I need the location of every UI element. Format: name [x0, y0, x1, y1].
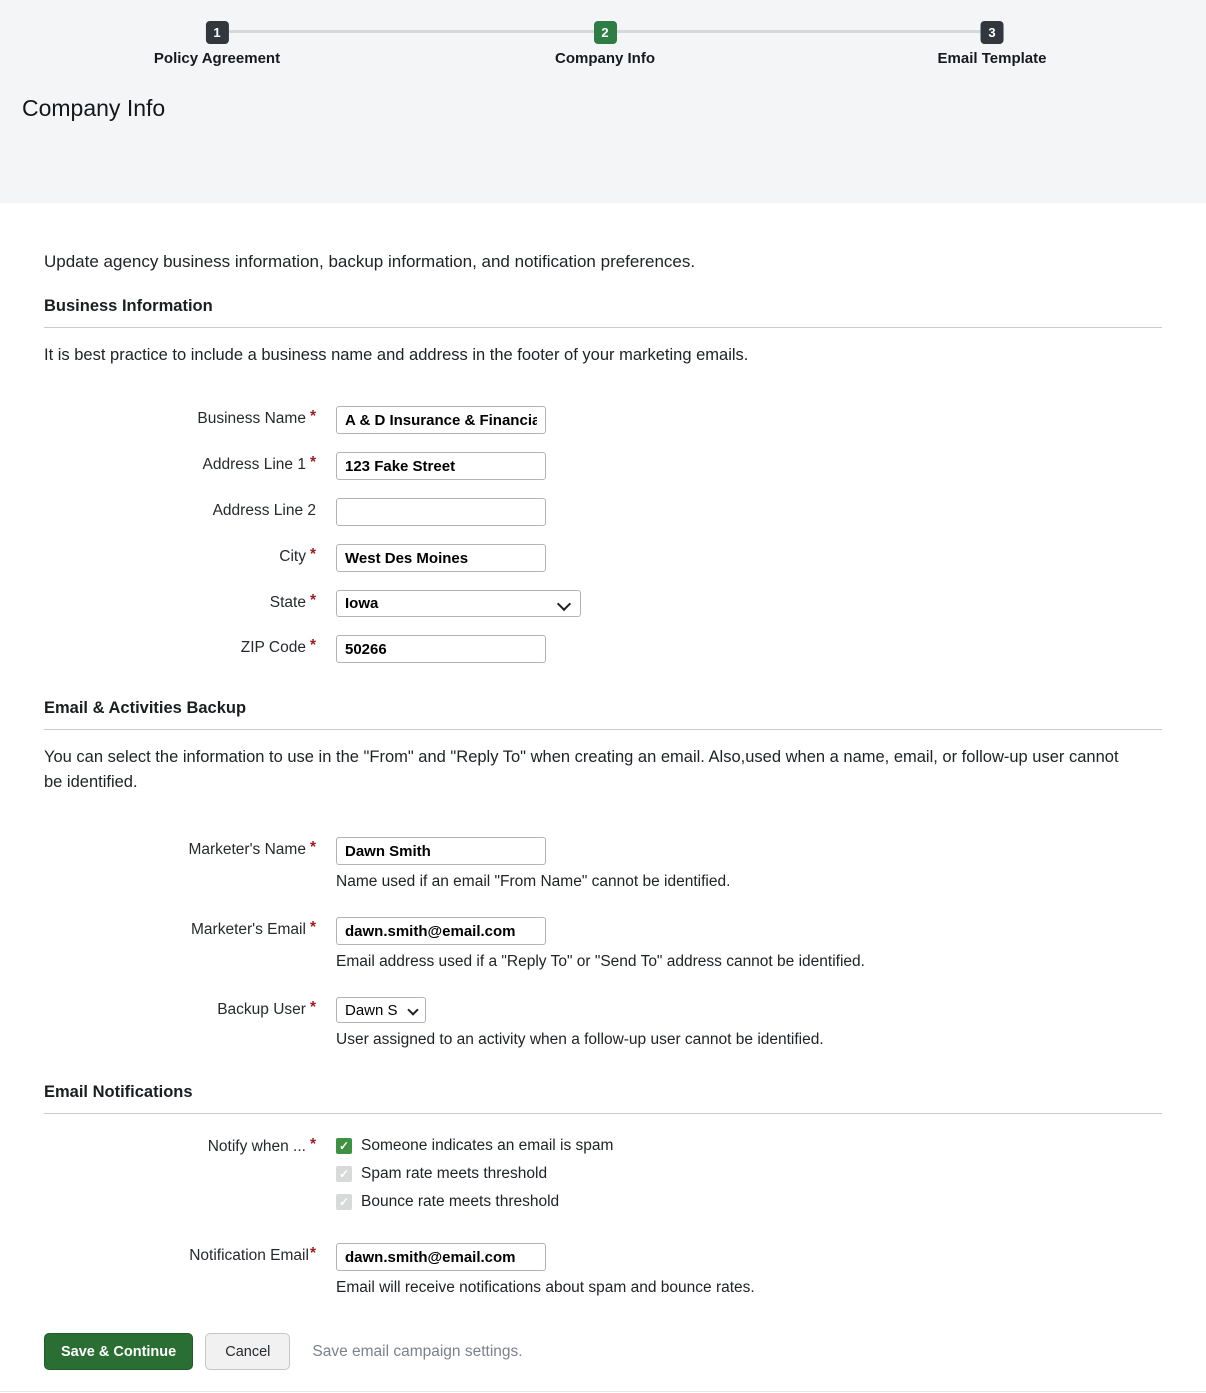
step-3-badge: 3	[981, 21, 1004, 44]
email-activities-backup-heading: Email & Activities Backup	[44, 699, 247, 717]
notify-when-label: Notify when ... *	[207, 1136, 316, 1155]
form-content	[0, 203, 1206, 1297]
step-1-badge: 1	[206, 21, 229, 44]
address-line-2-label: Address Line 2	[212, 502, 316, 519]
required-asterisk: *	[309, 454, 316, 471]
step-1-label: Policy Agreement	[153, 50, 281, 67]
zip-code-input[interactable]	[336, 635, 546, 663]
required-asterisk: *	[309, 637, 316, 654]
backup-user-row	[44, 997, 1162, 1049]
stepper-step-email-template[interactable]	[938, 21, 1047, 67]
marketers-name-row	[44, 837, 1162, 891]
marketers-email-input[interactable]	[336, 917, 546, 945]
backup-user-help: User assigned to an activity when a follow-up user cannot be identified.	[336, 1031, 824, 1048]
email-notifications-heading: Email Notifications	[44, 1083, 193, 1101]
business-information-form	[44, 406, 1162, 663]
zip-code-row	[44, 635, 1162, 663]
required-asterisk: *	[309, 592, 316, 609]
notification-email-help: Email will receive notifications about spam and bounce rates.	[336, 1279, 755, 1296]
form-footer	[0, 1333, 1206, 1370]
backup-user-select-wrapper	[336, 997, 426, 1023]
state-select[interactable]	[336, 590, 581, 617]
address-line-1-label: Address Line 1 *	[202, 454, 316, 473]
marketers-name-input[interactable]	[336, 837, 546, 865]
notify-when-row	[44, 1134, 1162, 1221]
marketers-name-label: Marketer's Name *	[188, 839, 316, 858]
section-divider	[44, 327, 1162, 328]
notification-email-label: Notification Email*	[189, 1245, 316, 1264]
state-select-wrapper	[336, 590, 581, 617]
step-3-label: Email Template	[937, 50, 1047, 67]
backup-form	[44, 837, 1162, 1049]
marketers-email-row	[44, 917, 1162, 971]
required-asterisk: *	[309, 546, 316, 563]
business-information-description: It is best practice to include a business name and address in the footer of your marketing emails.	[44, 346, 749, 364]
section-divider	[44, 729, 1162, 730]
city-row	[44, 544, 1162, 572]
stepper-step-policy-agreement[interactable]	[154, 21, 280, 67]
checkbox-checked-icon[interactable]: ✓	[336, 1138, 352, 1154]
business-name-row	[44, 406, 1162, 434]
state-row	[44, 590, 1162, 617]
notify-option-spam-rate-threshold: ✓ Spam rate meets threshold	[336, 1165, 613, 1183]
backup-user-label: Backup User *	[217, 999, 316, 1018]
city-input[interactable]	[336, 544, 546, 572]
marketers-email-help: Email address used if a "Reply To" or "Send To" address cannot be identified.	[336, 953, 865, 970]
marketers-name-help: Name used if an email "From Name" cannot be identified.	[336, 873, 731, 890]
address-line-2-input[interactable]	[336, 498, 546, 526]
email-activities-backup-description: You can select the information to use in the "From" and "Reply To" when creating an email. Also,used when a name, email, or follow-up user cannot be identified.	[44, 748, 1119, 791]
stepper-step-company-info[interactable]	[555, 21, 655, 67]
required-asterisk: *	[309, 408, 316, 425]
notify-option-bounce-rate-threshold: ✓ Bounce rate meets threshold	[336, 1193, 613, 1211]
page-title: Company Info	[22, 95, 166, 121]
business-name-input[interactable]	[336, 406, 546, 434]
business-information-heading: Business Information	[44, 297, 213, 315]
backup-user-select[interactable]	[336, 997, 426, 1023]
bottom-divider	[0, 1391, 1206, 1392]
required-asterisk: *	[309, 839, 316, 856]
checkbox-disabled-checked-icon: ✓	[336, 1166, 352, 1182]
save-and-continue-button[interactable]: Save & Continue	[44, 1333, 193, 1370]
wizard-stepper	[0, 0, 1206, 89]
address-line-1-row	[44, 452, 1162, 480]
wizard-header	[0, 0, 1206, 203]
footer-note: Save email campaign settings.	[312, 1342, 523, 1360]
checkbox-disabled-checked-icon: ✓	[336, 1194, 352, 1210]
address-line-2-row	[44, 498, 1162, 526]
notification-email-row	[44, 1243, 1162, 1297]
marketers-email-label: Marketer's Email *	[191, 919, 316, 938]
required-asterisk: *	[309, 999, 316, 1016]
intro-text: Update agency business information, backup information, and notification preferences.	[44, 252, 696, 271]
step-2-label: Company Info	[555, 50, 655, 67]
required-asterisk: *	[309, 1245, 316, 1262]
step-2-badge: 2	[594, 21, 617, 44]
zip-code-label: ZIP Code *	[240, 637, 316, 656]
notify-option-spam-indicated: ✓ Someone indicates an email is spam	[336, 1137, 613, 1155]
business-name-label: Business Name *	[197, 408, 316, 427]
required-asterisk: *	[309, 919, 316, 936]
address-line-1-input[interactable]	[336, 452, 546, 480]
city-label: City *	[279, 546, 316, 565]
notification-email-input[interactable]	[336, 1243, 546, 1271]
section-divider	[44, 1113, 1162, 1114]
cancel-button[interactable]: Cancel	[205, 1333, 290, 1370]
notifications-form	[44, 1134, 1162, 1297]
state-label: State *	[269, 592, 316, 611]
required-asterisk: *	[309, 1136, 316, 1153]
